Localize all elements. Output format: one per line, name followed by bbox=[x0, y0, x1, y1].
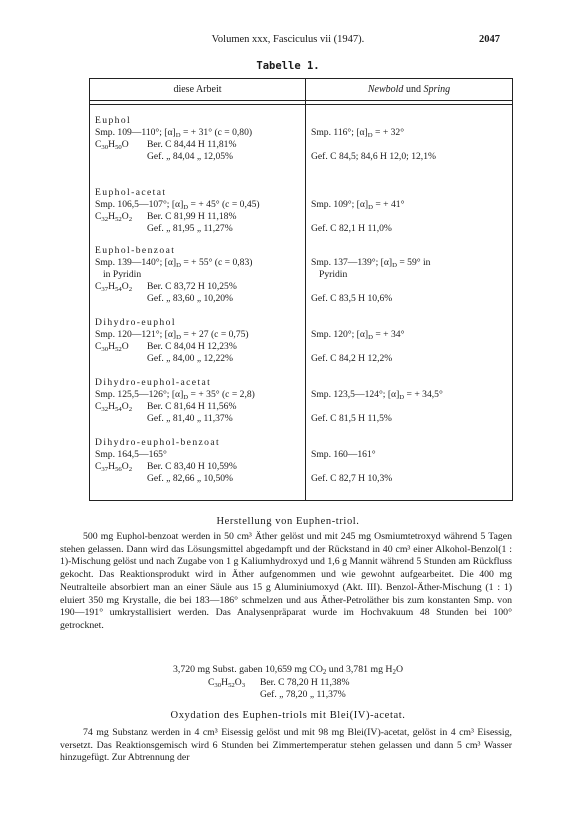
left-formula-ber: $C_{37}H_{56}O_2$ Ber. C 83,40 H 10,59% bbox=[95, 461, 237, 473]
section-heading-euphen-triol: Herstellung von Euphen-triol. bbox=[216, 516, 360, 527]
left-gef: Gef. „ 82,66 „ 10,50% bbox=[147, 473, 234, 484]
comparison-table bbox=[89, 78, 513, 501]
left-formula-ber: $C_{32}H_{54}O_2$ Ber. C 81,64 H 11,56% bbox=[95, 401, 237, 413]
left-melting-point: Smp. 106,5—107°; $[\alpha]_D$ = + 45° (c = 0,45) bbox=[95, 199, 260, 211]
right-melting-point-cont: Pyridin bbox=[319, 269, 348, 280]
section-paragraph-oxidation: 74 mg Substanz werden in 4 cm³ Eisessig gelöst und mit 98 mg Blei(IV)-acetat, gelöst in 4 cm³ Eisessig, versetzt. Das Reaktionsgemisch wird 6 Stunden bei Zimmertemperatur stehen gelassen und dann 5 cm³ Wasser hinzugefügt. Zur Abtrennung der bbox=[60, 727, 512, 764]
right-gef: Gef. C 83,5 H 10,6% bbox=[311, 293, 393, 304]
left-formula-ber: $C_{30}H_{52}O$ Ber. C 84,04 H 12,23% bbox=[95, 341, 237, 353]
left-melting-point: Smp. 109—110°; $[\alpha]_D$ = + 31° (c = 0,80) bbox=[95, 127, 253, 139]
compound-name: Dihydro-euphol bbox=[95, 317, 176, 328]
running-head bbox=[0, 34, 576, 48]
left-gef: Gef. „ 84,00 „ 12,22% bbox=[147, 353, 234, 364]
column-header-this-work: diese Arbeit bbox=[173, 84, 222, 95]
left-gef: Gef. „ 84,04 „ 12,05% bbox=[147, 151, 234, 162]
compound-name: Dihydro-euphol-benzoat bbox=[95, 437, 221, 448]
right-gef: Gef. C 81,5 H 11,5% bbox=[311, 413, 392, 424]
left-melting-point: Smp. 120—121°; $[\alpha]_D$ = + 27 (c = 0,75) bbox=[95, 329, 249, 341]
table-header bbox=[90, 79, 512, 100]
left-melting-point-cont: in Pyridin bbox=[103, 269, 142, 280]
analysis-ber: Ber. C 78,20 H 11,38% bbox=[260, 677, 350, 688]
analysis-formula-row bbox=[208, 677, 349, 689]
page-number: 2047 bbox=[479, 34, 500, 45]
compound-name: Euphol bbox=[95, 115, 132, 126]
analysis-formula: $C_{30}H_{52}O_3$ bbox=[208, 677, 246, 689]
right-melting-point: Smp. 109°; $[\alpha]_D$ = + 41° bbox=[311, 199, 405, 211]
right-gef: Gef. C 84,2 H 12,2% bbox=[311, 353, 393, 364]
right-melting-point: Smp. 123,5—124°; $[\alpha]_D$ = + 34,5° bbox=[311, 389, 443, 401]
right-melting-point: Smp. 160—161° bbox=[311, 449, 376, 460]
analysis-gef-row bbox=[208, 689, 346, 701]
journal-title: Volumen xxx, Fasciculus vii (1947). bbox=[211, 34, 365, 45]
right-gef: Gef. C 82,7 H 10,3% bbox=[311, 473, 393, 484]
analysis-text: 3,720 mg Subst. gaben 10,659 mg $CO_2$ und 3,781 mg $H_2O$ bbox=[172, 664, 404, 676]
left-gef: Gef. „ 81,40 „ 11,37% bbox=[147, 413, 233, 424]
section-paragraph-euphen-triol: 500 mg Euphol-benzoat werden in 50 cm³ Äther gelöst und mit 245 mg Osmiumtetroxyd während 5 Tagen stehen gelassen. Dann wird das Lösungsmittel abgedampft und der Rückstand in 40 cm³ einer Alkohol-Benzol(1 : 1)-Mischung gelöst und nach Zugabe von 1 g Kaliumhydroxyd und 1,6 g Mannit während 5 Stunden am Rückfluss gekocht. Das Reaktionsprodukt wird in Äther aufgenommen und wie gewohnt aufgearbeitet. Die 400 mg Neutralteile absorbiert man an einer Säule aus 15 g Aluminiumoxyd (Akt. III). Benzol-Äther-Mischung (1 : 1) eluiert 350 mg Krystalle, die bei 183—186° schmelzen und aus Äther-Petroläther bis zum konstanten Smp. von 190—191° umkrystallisiert werden. Das Analysenpräparat wurde im Hochvakuum 48 Stunden bei 100° getrocknet. bbox=[60, 531, 512, 631]
right-gef: Gef. C 84,5; 84,6 H 12,0; 12,1% bbox=[311, 151, 436, 162]
column-divider bbox=[305, 79, 306, 500]
left-formula-ber: $C_{32}H_{52}O_2$ Ber. C 81,99 H 11,18% bbox=[95, 211, 237, 223]
right-gef: Gef. C 82,1 H 11,0% bbox=[311, 223, 392, 234]
left-melting-point: Smp. 125,5—126°; $[\alpha]_D$ = + 35° (c = 2,8) bbox=[95, 389, 255, 401]
table-title: Tabelle 1. bbox=[256, 60, 320, 72]
left-melting-point: Smp. 139—140°; $[\alpha]_D$ = + 55° (c = 0,83) bbox=[95, 257, 253, 269]
left-melting-point: Smp. 164,5—165° bbox=[95, 449, 167, 460]
compound-name: Euphol-acetat bbox=[95, 187, 167, 198]
section-heading-oxidation: Oxydation des Euphen-triols mit Blei(IV)-acetat. bbox=[170, 710, 406, 721]
right-melting-point: Smp. 116°; $[\alpha]_D$ = + 32° bbox=[311, 127, 405, 139]
analysis-line bbox=[0, 664, 576, 677]
column-header-literature: Newbold und Spring bbox=[367, 84, 451, 95]
left-gef: Gef. „ 83,60 „ 10,20% bbox=[147, 293, 234, 304]
compound-name: Dihydro-euphol-acetat bbox=[95, 377, 212, 388]
left-gef: Gef. „ 81,95 „ 11,27% bbox=[147, 223, 233, 234]
analysis-gef: Gef. „ 78,20 „ 11,37% bbox=[260, 689, 346, 700]
left-formula-ber: $C_{37}H_{54}O_2$ Ber. C 83,72 H 10,25% bbox=[95, 281, 237, 293]
right-melting-point: Smp. 120°; $[\alpha]_D$ = + 34° bbox=[311, 329, 405, 341]
compound-name: Euphol-benzoat bbox=[95, 245, 176, 256]
right-melting-point: Smp. 137—139°; $[\alpha]_D = 59^\circ$ in bbox=[311, 257, 431, 269]
left-formula-ber: $C_{30}H_{50}O$ Ber. C 84,44 H 11,81% bbox=[95, 139, 237, 151]
